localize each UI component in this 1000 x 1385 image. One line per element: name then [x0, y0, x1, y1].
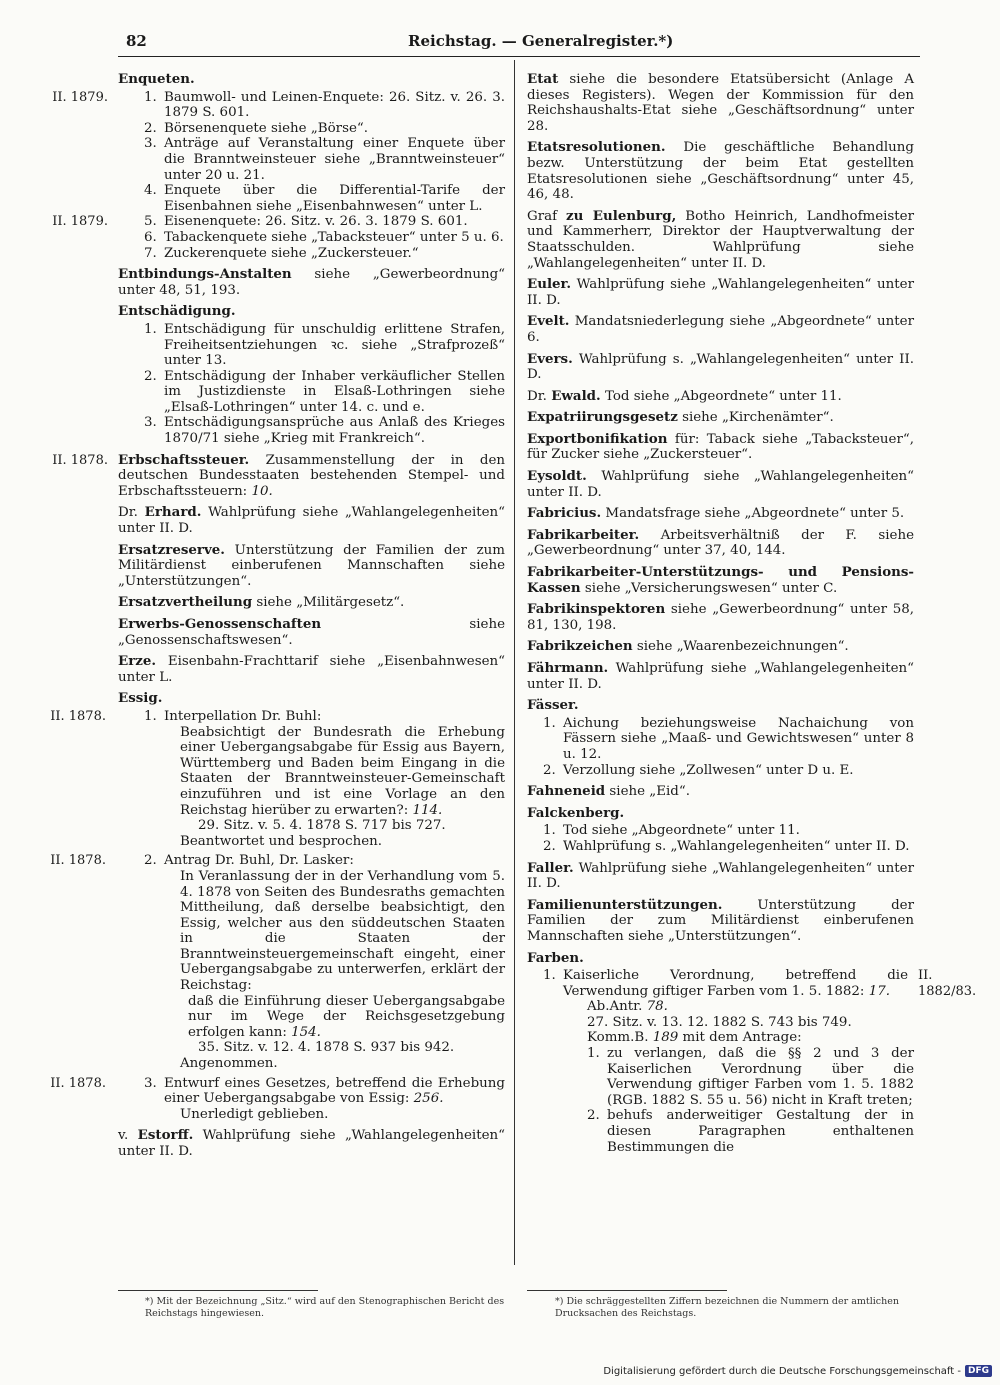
entry-erhard: Dr. Erhard. Wahlprüfung siehe „Wahlangelegenheiten“ unter II. D.: [118, 504, 506, 537]
entry-fabrikinspektoren: Fabrikinspektoren siehe „Gewerbeordnung“ unter 58, 81, 130, 198.: [527, 601, 914, 633]
list-item: 2. behufs anderweitiger Gestaltung der in diesen Paragraphen enthaltenen Bestimmungen die: [587, 1108, 914, 1155]
motion-quote: daß die Einführung dieser Uebergangsabgabe nur im Wege der Reichsgesetzgebung erfolgen kann: 154.: [188, 993, 505, 1040]
entry-fabrikzeichen: Fabrikzeichen siehe „Waarenbezeichnungen“.: [527, 638, 849, 655]
entry-heading: Essig.: [118, 690, 163, 707]
entry-evers: Evers. Wahlprüfung s. „Wahlangelegenheiten“ unter II. D.: [527, 350, 914, 383]
entry-eulenburg: Graf zu Eulenburg, Botho Heinrich, Landhofmeister und Kammerherr, Direktor der Hauptverwaltung der Staatsschulden. Wahlprüfung siehe „Wahlangelegenheiten“ unter II. D.: [527, 207, 915, 271]
list-item: II. 1879. 1. Baumwoll- und Leinen-Enquete: 26. Sitz. v. 26. 3. 1879 S. 601.: [52, 89, 505, 121]
list-item: 4. Enquete über die Differential-Tarife der Eisenbahnen siehe „Eisenbahnwesen“ unter L.: [144, 183, 505, 214]
page-number: 82: [126, 32, 147, 50]
entry-entbindung: Entbindungs-Anstalten siehe „Gewerbeordnung“ unter 48, 51, 193.: [118, 266, 505, 298]
entry-evelt: Evelt. Mandatsniederlegung siehe „Abgeordnete“ unter 6.: [527, 313, 914, 345]
list-item: II. 1878. 2. Antrag Dr. Buhl, Dr. Lasker:: [50, 853, 354, 869]
list-item: 2. Wahlprüfung s. „Wahlangelegenheiten“ unter II. D.: [543, 838, 910, 854]
entry-expatriirungsgesetz: Expatriirungsgesetz siehe „Kirchenämter“.: [527, 409, 834, 426]
entry-falckenberg: [527, 806, 914, 855]
komm-ref: Komm.B. 189 mit dem Antrage:: [587, 1030, 802, 1046]
entry-heading: Farben.: [527, 949, 584, 966]
list-item: 1. Aichung beziehungsweise Nachaichung von Fässern siehe „Maaß- und Gewichtswesen“ unter 8 u. 12.: [543, 715, 914, 762]
session-ref: 35. Sitz. v. 12. 4. 1878 S. 937 bis 942.: [198, 1040, 455, 1056]
ab-antr: Ab.Antr. 78.: [587, 999, 668, 1015]
list-item: 1. Entschädigung für unschuldig erlittene Strafen, Freiheitsentziehungen ꝛc. siehe „Strafprozeß“ unter 13.: [144, 321, 505, 369]
entry-fabrikarbeiter-kassen: Fabrikarbeiter-Unterstützungs- und Pensions-Kassen siehe „Versicherungswesen“ unter C.: [527, 564, 914, 596]
entry-etatsresolutionen: Etatsresolutionen. Die geschäftliche Behandlung bezw. Unterstützung der beim Etat gestellten Etatsresolutionen siehe „Geschäftsordnung“ unter 45, 46, 48.: [527, 139, 914, 203]
entry-faesser: [527, 698, 914, 778]
list-item: II. 1879. 5. Eisenenquete: 26. Sitz. v. 26. 3. 1879 S. 601.: [52, 214, 468, 230]
entry-estorff: v. Estorff. Wahlprüfung siehe „Wahlangelegenheiten“ unter II. D.: [118, 1127, 505, 1159]
entry-exportbonifikation: Exportbonifikation für: Taback siehe „Tabacksteuer“, für Zucker siehe „Zuckersteuer“.: [527, 430, 914, 463]
footnote-divider: [527, 1290, 727, 1291]
entry-entschaedigung: [118, 304, 505, 446]
list-item: 2. Verzollung siehe „Zollwesen“ unter D u. E.: [543, 762, 854, 778]
entry-fabrikarbeiter: Fabrikarbeiter. Arbeitsverhältniß der F. siehe „Gewerbeordnung“ unter 37, 40, 144.: [527, 526, 914, 559]
list-item: 2. Börsenenquete siehe „Börse“.: [144, 120, 368, 136]
list-item: 2. Entschädigung der Inhaber verkäuflicher Stellen im Justizdienste in Elsaß-Lothringen siehe „Elsaß-Lothringen“ unter 14. c. und e.: [144, 368, 505, 415]
entry-essig: [50, 690, 505, 1122]
list-item: 1. zu verlangen, daß die §§ 2 und 3 der Kaiserlichen Verordnung über die Verwendung giftiger Farben vom 1. 5. 1882 (RGB. 1882 S. 55 u. 56) nicht in Kraft treten;: [587, 1046, 914, 1108]
list-item: 1. Tod siehe „Abgeordnete“ unter 11.: [543, 823, 800, 839]
credit-text: Digitalisierung gefördert durch die Deutsche Forschungsgemeinschaft -: [603, 1365, 961, 1377]
list-item: 3. Entschädigungsansprüche aus Anlaß des Krieges 1870/71 siehe „Krieg mit Frankreich“.: [144, 415, 505, 447]
footnote-divider: [118, 1290, 318, 1291]
entry-heading: Enqueten.: [118, 71, 195, 87]
entry-erwerbs-genossenschaften: Erwerbs-Genossenschaften siehe „Genossenschaftswesen“.: [118, 616, 505, 648]
entry-farben: [527, 949, 977, 1156]
entry-heading: Entschädigung.: [118, 303, 236, 320]
entry-ewald: Dr. Ewald. Tod siehe „Abgeordnete“ unter 11.: [527, 387, 842, 404]
entry-fahneneid: Fahneneid siehe „Eid“.: [527, 783, 690, 800]
footnote-right: *) Die schräggestellten Ziffern bezeichnen die Nummern der amtlichen Drucksachen des Reichstags.: [555, 1296, 899, 1319]
column-divider: [514, 60, 515, 1265]
footnote-left: *) Mit der Bezeichnung „Sitz.“ wird auf den Stenographischen Bericht des Reichstags hingewiesen.: [145, 1296, 505, 1319]
digitization-credit: [603, 1365, 992, 1377]
entry-erze: Erze. Eisenbahn-Frachttarif siehe „Eisenbahnwesen“ unter L.: [118, 653, 505, 685]
list-item: II. 1878. 3. Entwurf eines Gesetzes, betreffend die Erhebung einer Uebergangsabgabe von Essig: 256.: [50, 1075, 505, 1107]
entry-etat: Etat siehe die besondere Etatsübersicht (Anlage A dieses Registers). Wegen der Kommission für den Reichshaushalts-Etat siehe „Geschäftsordnung“ unter 28.: [527, 71, 914, 134]
entry-heading: Falckenberg.: [527, 804, 625, 821]
entry-ersatzreserve: Ersatzreserve. Unterstützung der Familien der zum Militärdienst einberufenen Mannschaften siehe „Unterstützungen“.: [118, 541, 505, 589]
result: Beantwortet und besprochen.: [180, 833, 383, 849]
session-ref: 27. Sitz. v. 13. 12. 1882 S. 743 bis 749.: [587, 1014, 852, 1030]
entry-ersatzvertheilung: Ersatzvertheilung siehe „Militärgesetz“.: [118, 594, 405, 611]
interpellation-text: Beabsichtigt der Bundesrath die Erhebung einer Uebergangsabgabe für Essig aus Bayern, Württemberg und Baden beim Eingang in die Staaten der Branntweinsteuer-Gemeinschaft einzuführen und ist eine Vorlage an den Reichstag hierüber zu erwarten?: 114.: [180, 724, 505, 818]
list-item: 3. Anträge auf Veranstaltung einer Enquete über die Branntweinsteuer siehe „Branntweinsteuer“ unter 20 u. 21.: [144, 136, 505, 183]
result: Unerledigt geblieben.: [180, 1106, 329, 1122]
entry-heading: Fässer.: [527, 697, 579, 714]
entry-euler: Euler. Wahlprüfung siehe „Wahlangelegenheiten“ unter II. D.: [527, 276, 914, 308]
list-item: 6. Tabackenquete siehe „Tabacksteuer“ unter 5 u. 6.: [144, 229, 504, 245]
entry-familienunterstuetzungen: Familienunterstützungen. Unterstützung der Familien der zum Militärdienst einberufenen Mannschaften siehe „Unterstützungen“.: [527, 896, 914, 944]
result: Angenommen.: [180, 1056, 278, 1072]
dfg-logo-icon: DFG: [965, 1365, 992, 1377]
entry-fabricius: Fabricius. Mandatsfrage siehe „Abgeordnete“ unter 5.: [527, 505, 905, 522]
page-title: Reichstag. — Generalregister.*): [408, 32, 674, 50]
list-item: II. 1878. 1. Interpellation Dr. Buhl:: [50, 708, 322, 724]
right-column: [527, 71, 977, 1161]
entry-faehrmann: Fährmann. Wahlprüfung siehe „Wahlangelegenheiten“ unter II. D.: [527, 660, 914, 692]
entry-erbschaftssteuer: II. 1878. Erbschaftssteuer. Zusammenstellung der in den deutschen Bundesstaaten bestehenden Stempel- und Erbschaftssteuern: 10.: [52, 451, 505, 499]
list-item: 1. Kaiserliche Verordnung, betreffend die Verwendung giftiger Farben vom 1. 5. 1882: 17. II. 1882/83.: [543, 968, 977, 999]
motion-text: In Veranlassung der in der Verhandlung vom 5. 4. 1878 von Seiten des Bundesraths gemachten Mittheilung, daß derselbe beabsichtigt, den Essig, welcher aus den süddeutschen Staaten in die Staaten der Branntweinsteuergemeinschaft eingeht, einer Uebergangsabgabe zu unterwerfen, erklärt der Reichstag:: [180, 868, 505, 994]
entry-enqueten: [52, 71, 505, 261]
left-column: [50, 71, 506, 1166]
list-item: 7. Zuckerenquete siehe „Zuckersteuer.“: [144, 245, 419, 261]
entry-eysoldt: Eysoldt. Wahlprüfung siehe „Wahlangelegenheiten“ unter II. D.: [527, 468, 914, 500]
entry-faller: Faller. Wahlprüfung siehe „Wahlangelegenheiten“ unter II. D.: [527, 859, 914, 892]
page-header: [118, 30, 920, 57]
session-ref: 29. Sitz. v. 5. 4. 1878 S. 717 bis 727.: [198, 818, 446, 834]
